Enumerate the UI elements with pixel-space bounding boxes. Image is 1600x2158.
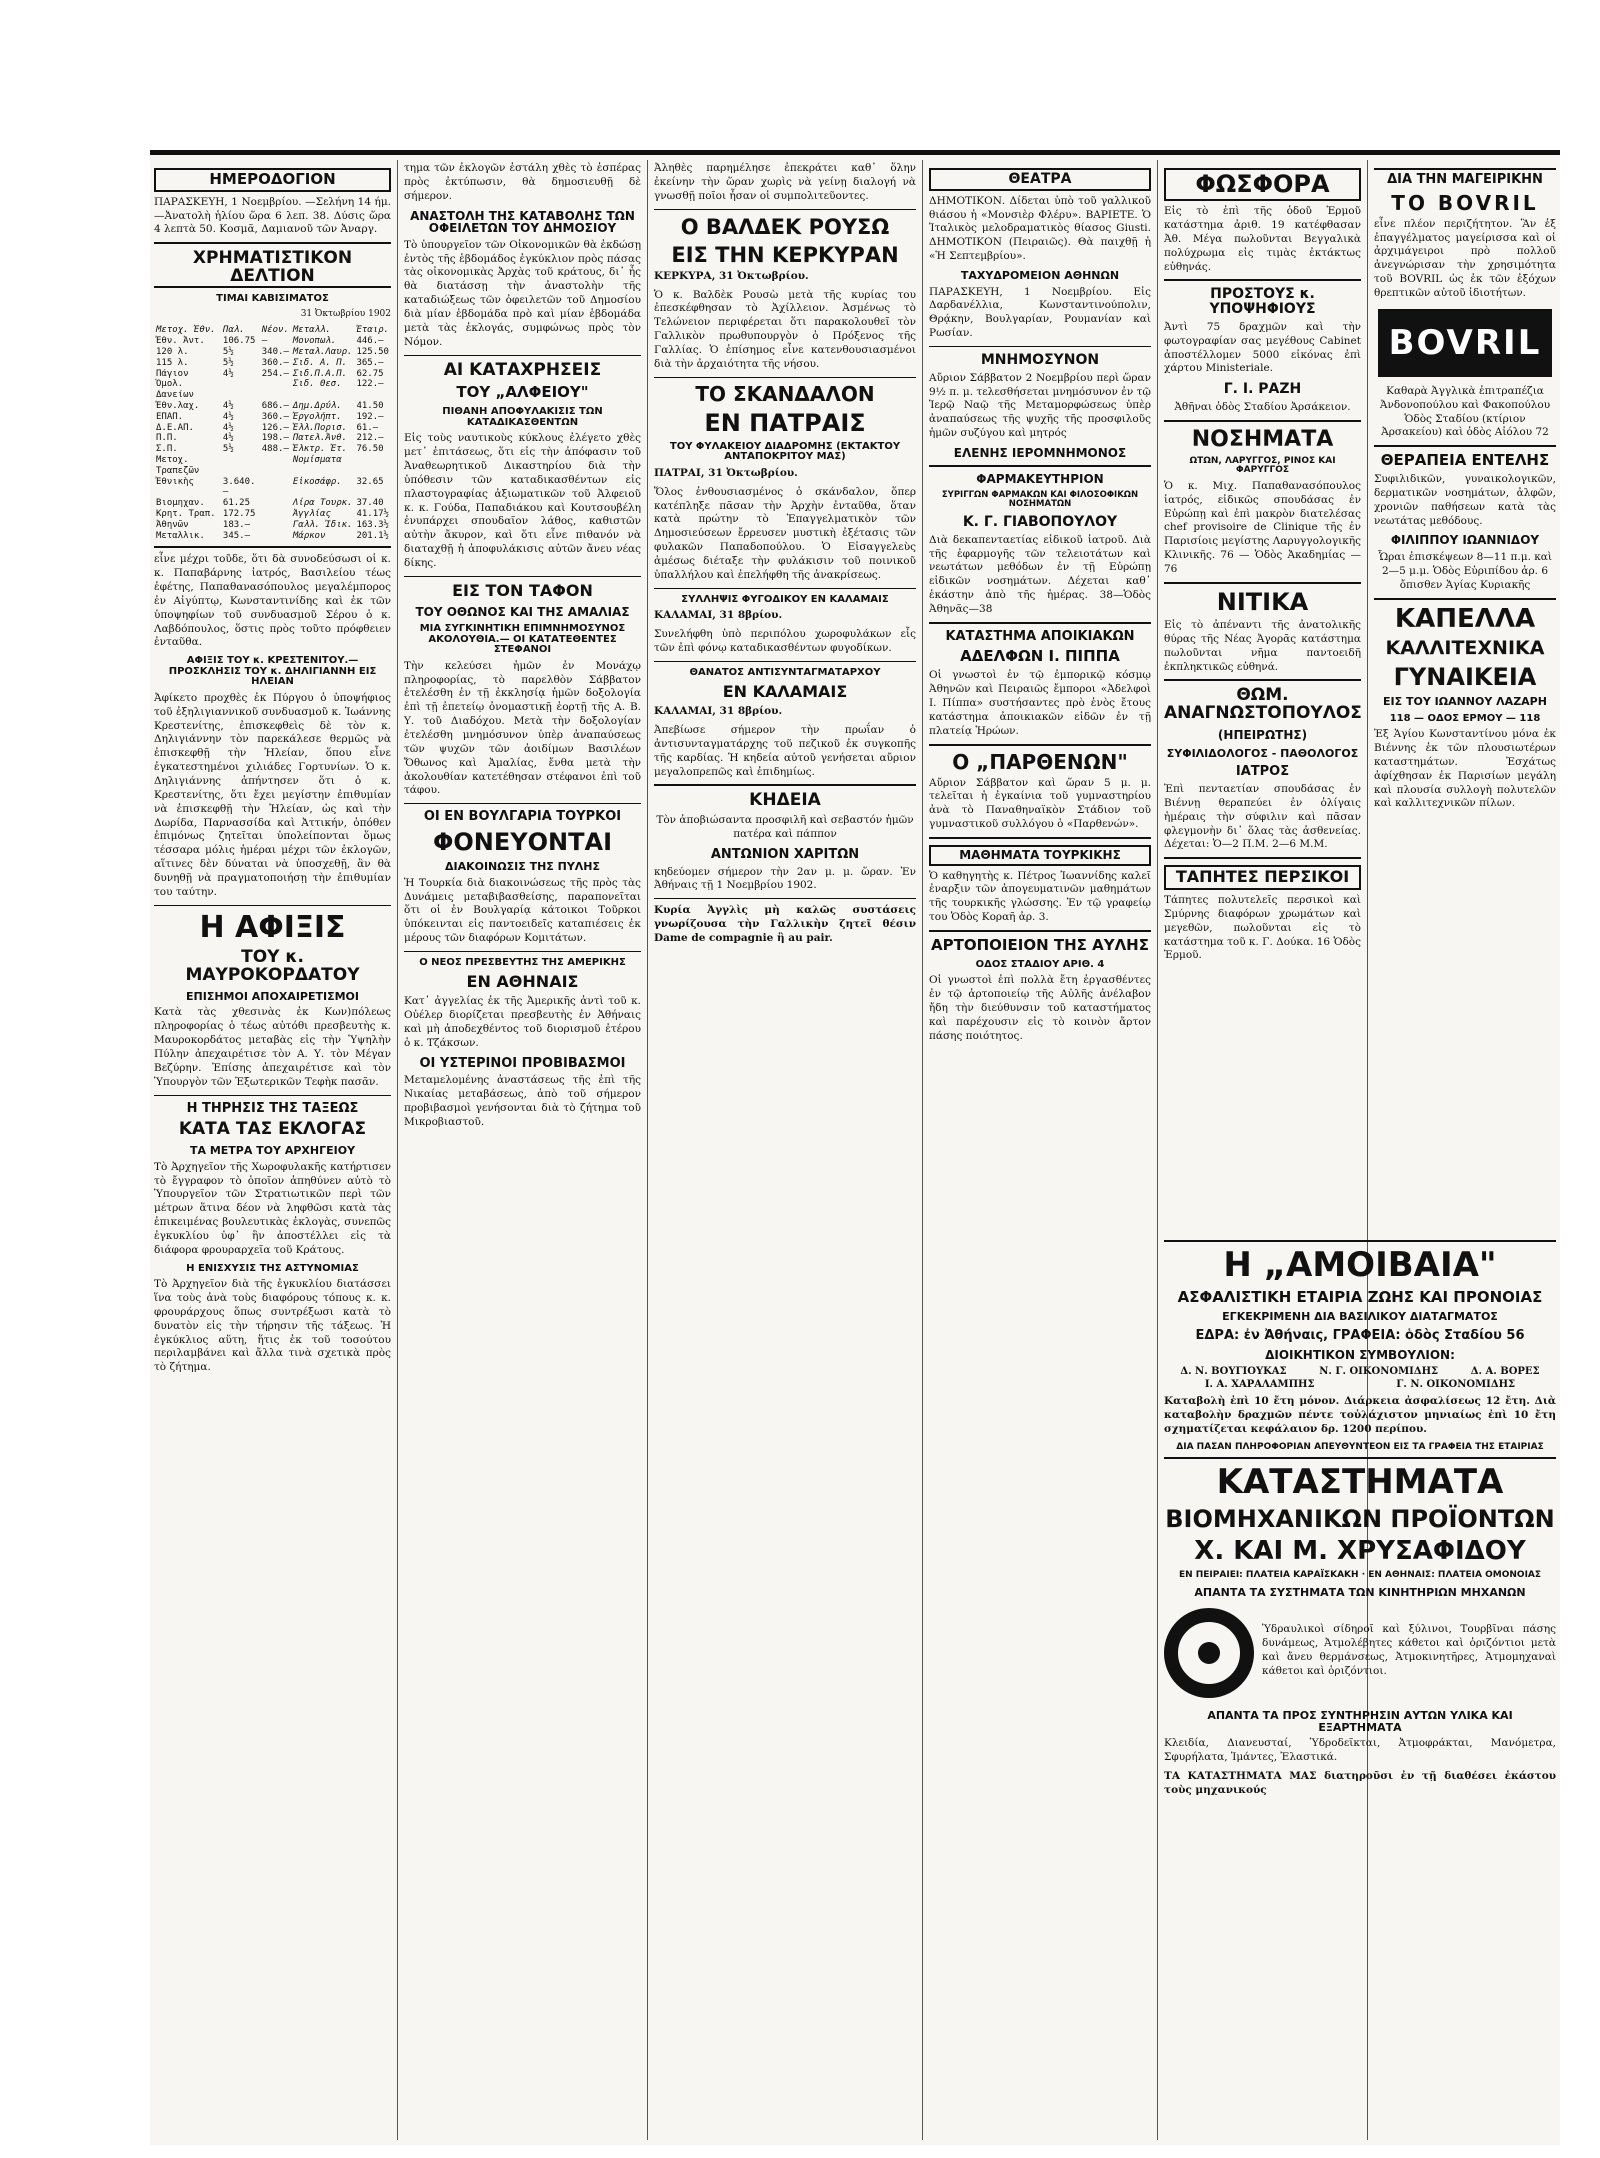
article-heading: ΟΙ ΕΝ ΒΟΥΛΓΑΡΙΑ ΤΟΥΡΚΟΙ [423, 809, 622, 825]
market-cell: Λίρα Τουρκ. [292, 498, 353, 509]
bovril-logo: BOVRIL [1378, 309, 1552, 377]
ad-heading: ΤΟ BOVRIL [1391, 190, 1539, 215]
ad-heading: ΦΑΡΜΑΚΕΥΤΗΡΙΟΝ [976, 471, 1104, 486]
market-cell: Ἐθν. Ἀντ. [156, 336, 205, 347]
market-cell: 254.— [261, 368, 289, 379]
market-cell: Ἀγγλίας [292, 508, 331, 519]
article-heading: ΣΥΛΛΗΨΙΣ ΦΥΓΟΔΙΚΟΥ ΕΝ ΚΑΛΑΜΑΙΣ [681, 593, 889, 605]
ad-text: Καθαρὰ Ἀγγλικὰ ἐπιτραπέζια Ἀνδονοπούλου καὶ Φακοπούλου Ὁδὸς Σταδίου (κτίριον Ἀρσακείου) καὶ ὁδὸς Αἰόλου 72 [1379, 384, 1551, 439]
article-text: Τὸ Ἀρχηγεῖον διὰ τῆς ἐγκυκλίου διατάσσει ἵνα τοὺς ἀνὰ τοὺς διαφόρους τόπους κ. κ. φρουράρχους ὅπως συντρέξωσι κατὰ τὸ δυνατὸν εἰς τὴν τήρησιν τῆς τάξεως. Ἡ ἐγκύκλιος αὕτη, ἥτις ἐκ τοῦ τοσούτου περιλαμβάνει καὶ ἄλλα τινὰ σχετικὰ πρὸς τὸ ζήτημα. [154, 1278, 391, 1374]
article-text: Κατ᾽ ἀγγελίας ἐκ τῆς Ἀμερικῆς ἀντὶ τοῦ κ. Οὐέλερ διορίζεται πρεσβευτὴς ἐν Ἀθήναις καὶ μὴ ἀποδεχθέντος τοῦ διορισμοῦ ἐτέρου ὁ κ. Τζάκσων. [404, 995, 641, 1049]
article-text: Τὸ Ἀρχηγεῖον τῆς Χωροφυλακῆς κατήρτισεν τὸ ἔγγραφον τὸ ὁποῖον ἀπηθύνεν αὐτὸ τὸ Ὑπουργεῖον τῶν Στρατιωτικῶν περὶ τῶν μέτρων ἅτινα δέον νὰ ληφθῶσι κατὰ τὰς ἐπικειμένας βουλευτικὰς ἐκλογὰς, συνεπῶς ἐγκυκλίου ὑφ᾽ ἣν ἀποστέλλει εἰς τὰ διάφορα φρουραρχεῖα τοῦ Κράτους. [154, 1160, 391, 1256]
article-subheading: ΕΠΙΣΗΜΟΙ ΑΠΟΧΑΙΡΕΤΙΣΜΟΙ [186, 989, 359, 1003]
ad-heading: ΓΥΝΑΙΚΕΙΑ [1393, 662, 1537, 691]
notice-text: Τὸν ἀποβιώσαντα προσφιλῆ καὶ σεβαστόν ἡμῶν πατέρα καὶ πάππον [656, 814, 914, 841]
market-cell: Σιδ.Π.Α.Π. [292, 368, 348, 379]
market-cell: Μεταλ.Λαυρ. [292, 346, 353, 357]
article-heading: Η ΤΗΡΗΣΙΣ ΤΗΣ ΤΑΞΕΩΣ [186, 1100, 359, 1116]
market-cell: ΕΠΑΠ. [156, 411, 184, 422]
market-cell: Ὁμολ. Δανείων [156, 379, 194, 401]
article-text: εἶνε μέχρι τοῦδε, ὅτι δὰ συνοδεύσωσι οἱ κ. κ. Παπαβάρνης ἰατρός, Βασιλείου τέως ἐφέτης, Παπαθανασόπουλος μεγαλέμπορος ἐν Αἰγύπτῳ, Κωνσταντινίδης καὶ ἐκ τῶν ὑποψηφίων τοῦ συνδυασμοῦ Σέρου ὁ κ. Λαβδόπουλος, ὅστις πρὸς τοῦτο πρόφθειεν ἐνταῦθα. [154, 553, 391, 649]
market-cell: 488.— [261, 444, 289, 455]
ad-name: Γ. Ι. ΡΑΖΗ [1223, 381, 1302, 398]
market-cell: 360.— [261, 411, 289, 422]
market-cell: 76.50 [356, 444, 384, 455]
market-cell [354, 455, 391, 477]
ad-text: ΤΑ ΚΑΤΑΣΤΗΜΑΤΑ ΜΑΣ διατηροῦσι ἐν τῇ διαθέσει ἑκάστου τοὺς μηχανικούς [1164, 1770, 1556, 1797]
calendar-text: ΠΑΡΑΣΚΕΥΗ, 1 Νοεμβρίου. —Σελήνη 14 ήμ.—Ἀνατολὴ ἡλίου ὥρα 6 λεπ. 38. Δύσις ὥρα 4 λεπτὰ 50. Κοσμᾶ, Δαμιανοῦ τῶν Ἀναργ. [154, 195, 391, 236]
ad-heading: ΕΔΡΑ: ἐν Ἀθήναις, ΓΡΑΦΕΙΑ: ὁδὸς Σταδίου 56 [1195, 1327, 1525, 1343]
market-cell: 4½ [222, 368, 234, 379]
market-cell: 446.— [356, 336, 384, 347]
article-heading: ΑΝΑΣΤΟΛΗ ΤΗΣ ΚΑΤΑΒΟΛΗΣ ΤΩΝ ΟΦΕΙΛΕΤΩΝ ΤΟΥ ΔΗΜΟΣΙΟΥ [410, 208, 635, 236]
article-heading: ΕΙΣ ΤΗΝ ΚΕΡΚΥΡΑΝ [671, 242, 899, 267]
article-subheading: ΤΑ ΜΕΤΡΑ ΤΟΥ ΑΡΧΗΓΕΙΟΥ [189, 1144, 356, 1158]
market-row [154, 531, 391, 542]
ad-heading: ΚΑΤΑΣΤΗΜΑ ΑΠΟΙΚΙΑΚΩΝ [945, 628, 1135, 644]
board-member: Ι. Α. ΧΑΡΑΛΑΜΠΗΣ [1204, 1379, 1315, 1391]
market-cell: 345.— [222, 530, 250, 541]
newspaper-page [150, 150, 1560, 2145]
market-cell: 106.75 [222, 336, 256, 347]
article-heading: ΤΟΥ ΟΘΩΝΟΣ ΚΑΙ ΤΗΣ ΑΜΑΛΙΑΣ [415, 604, 630, 619]
ad-heading: ΝΟΣΗΜΑΤΑ [1191, 426, 1334, 452]
market-cell [260, 498, 291, 509]
dateline: ΚΑΛΑΜΑΙ, 31 8βρίου. [654, 609, 783, 622]
ad-text: Ἀντὶ 75 δραχμῶν καὶ τὴν φωτογραφίαν σας μεγέθους Cabinet ἀποστέλλομεν 5000 εἰκόνας ἐπὶ χάρτου Ministeriale. [1164, 320, 1361, 375]
market-row [154, 412, 391, 423]
ad-heading: Η „ΑΜΟΙΒΑΙΑ" [1223, 1245, 1497, 1285]
notice-heading: ΚΗΔΕΙΑ [749, 790, 821, 811]
ad-heading: ΑΡΤΟΠΟΙΕΙΟΝ ΤΗΣ ΑΥΛΗΣ [931, 935, 1149, 954]
column-rule [397, 160, 398, 2140]
ad-text: Κλειδία, Διανευσταί, Ὑδροδεῖκται, Ἀτμοφράκται, Μανόμετρα, Σφυρήλατα, Ἱμάντες, Ἐλαστικά. [1164, 1737, 1556, 1764]
market-cell: Μεταλλ. [292, 325, 331, 336]
market-date: 31 Ὀκτωβρίου 1902 [300, 308, 391, 319]
market-cell: Ἐργολήπτ. [292, 411, 342, 422]
ad-heading: ΚΑΤΑΣΤΗΜΑΤΑ [1216, 1462, 1504, 1503]
market-row [154, 444, 391, 455]
market-cell: 122.— [356, 379, 384, 390]
market-cell: 4½ [222, 433, 234, 444]
ad-address: Ὧραι ἐπισκέψεων 8—11 π.μ. καὶ 2—5 μ.μ. Ὁδὸς Εὐριπίδου ἀρ. 6 ὄπισθεν Ἁγίας Κυριακῆς [1377, 551, 1553, 591]
ad-heading: ΘΩΜ. ΑΝΑΓΝΩΣΤΟΠΟΥΛΟΣ [1164, 685, 1362, 724]
ad-text: Ὑδραυλικοὶ σίδηροῖ καὶ ξύλινοι, Τουρβῖναι πάσης δυνάμεως, Ἀτμολέβητες κάθετοι καὶ ὁριζόντιοι μετὰ καὶ ἄνευ θερμάνσεως, Ἀτμοκινητῆρες, Ἀτμομηχαναὶ κάθετοι καὶ ὁριζόντιοι. [1262, 1623, 1556, 1677]
market-cell: Παλ. [222, 325, 245, 336]
ad-text: Εἰς τὸ ἐπὶ τῆς ὁδοῦ Ἑρμοῦ κατάστημα ἀριθ. 19 κατέφθασαν Ἀθ. Μέγα πωλοῦνται Βεγγαλικὰ πολύχρωμα εἰς τιμὰς ἐκτάκτως εὐθηνάς. [1164, 205, 1361, 273]
board-member: Δ. Ν. ΒΟΥΓΙΟΥΚΑΣ [1180, 1366, 1287, 1378]
column-1 [150, 162, 395, 2137]
ad-heading: ΕΝ ΠΕΙΡΑΙΕΙ: ΠΛΑΤΕΙΑ ΚΑΡΑΪΣΚΑΚΗ · ΕΝ ΑΘΗΝΑΙΣ: ΠΛΑΤΕΙΑ ΟΜΟΝΟΙΑΣ [1178, 1570, 1542, 1581]
market-cell: Ἑλκτρ. Ἐτ. [292, 444, 348, 455]
market-cell [221, 455, 260, 477]
dateline: ΚΑΛΑΜΑΙ, 31 8βρίου. [654, 705, 783, 718]
market-subtitle: ΤΙΜΑΙ ΚΑΒΙΣΙΜΑΤΟΣ [216, 293, 329, 305]
ad-heading: ΟΔΟΣ ΣΤΑΔΙΟΥ ΑΡΙΘ. 4 [975, 958, 1105, 970]
article-heading: Η ΑΦΙΞΙΣ [199, 909, 346, 945]
market-cell: 61.— [356, 422, 379, 433]
market-cell: 4½ [222, 400, 234, 411]
market-row [154, 433, 391, 444]
ad-heading: ΕΓΚΕΚΡΙΜΕΝΗ ΔΙΑ ΒΑΣΙΛΙΚΟΥ ΔΙΑΤΑΓΜΑΤΟΣ [1222, 1310, 1498, 1324]
article-heading: ΤΟ ΣΚΑΝΔΑΛΟΝ [695, 381, 875, 406]
market-cell: Μονοπωλ. [292, 336, 337, 347]
column-rule [647, 160, 648, 2140]
market-cell: 3.640.— [222, 476, 256, 498]
article-heading: ΚΑΤΑ ΤΑΣ ΕΚΛΟΓΑΣ [178, 1119, 367, 1140]
article-heading: ΦΟΝΕΥΟΝΤΑΙ [432, 827, 613, 856]
market-cell: 41.50 [356, 400, 384, 411]
market-row [154, 423, 391, 434]
market-cell: 41.17½ [356, 508, 389, 519]
ad-heading: 118 — ΟΔΟΣ ΕΡΜΟΥ — 118 [1389, 712, 1541, 724]
market-cell: Νέον. [261, 325, 289, 336]
market-cell: 125.50 [356, 346, 389, 357]
ad-heading: ΔΙΟΙΚΗΤΙΚΟΝ ΣΥΜΒΟΥΛΙΟΝ: [1265, 1347, 1455, 1362]
ad-text: εἶνε πλέον περιζήτητον. Ἂν ἐξ ἐπαγγέλματος μαγείρισσα καὶ οἱ ἀρχιμάγειροι πρὸ πολλοῦ ἀνεγνώρισαν τὴν χρησιμότητα τοῦ BOVRIL ὡς ἐκ τῶν ἐξόχων θρεπτικῶν αὐτοῦ ἰδιοτήτων. [1374, 217, 1556, 299]
market-cell: Πάγιον [156, 368, 189, 379]
article-text: τημα τῶν ἐκλογῶν ἐστάλη χθὲς τὸ ἑσπέρας πρὸς ἐκτύπωσιν, θὰ δημοσιευθῇ δὲ σήμερον. [404, 162, 641, 202]
market-cell: Μάρκον [292, 530, 326, 541]
column-3 [650, 162, 920, 2137]
ad-heading: ΑΠΑΝΤΑ ΤΑ ΠΡΟΣ ΣΥΝΤΗΡΗΣΙΝ ΑΥΤΩΝ ΥΛΙΚΑ ΚΑΙ ΕΞΑΡΤΗΜΑΤΑ [1207, 1709, 1513, 1734]
market-cell: 115 λ. [156, 357, 189, 368]
market-row [154, 358, 391, 369]
market-cell: Δημ.Δρύλ. [292, 400, 342, 411]
market-cell: Ἐταιρ. [356, 325, 389, 336]
article-text: Τὴν κελεύσει ἡμῶν ἐν Μονάχῳ πληροφορίας, τὸ παρελθὸν Σάββατον ἐτελέσθη ἐν τῇ ἐκκλησίᾳ ἡμῶν δοξολογία ἐπὶ τῇ ἐπετείῳ ὀνομαστικῇ ἑορτῇ τῆς Α. Β. Υ. τοῦ Διαδόχου. Μετὰ τὴν δοξολογίαν ἐτελέσθη μνημόσυνον ὑπὲρ ἀναπαύσεως τῶν ψυχῶν τῶν ἀοιδίμων Βασιλέων Ὄθωνος καὶ Ἀμαλίας, ἔνθα μετὰ τὴν ἀκολουθίαν κατετέθησαν στέφανοι ἐπὶ τοῦ τάφου. [404, 659, 641, 797]
article-text: Ὁ κ. Βαλδὲκ Ρουσὼ μετὰ τῆς κυρίας του ἐπεσκέφθησαν τὸ Ἀχίλλειον. Ἀσμένως τὸ Τελώνειον περιφέρεται ὅτι παρακολουθεῖ τὸν Γαλλικὸν πρωθυπουργὸν ὁ Πρόξενος τῆς Γαλλίας. Ὁ ἐπίσημος εἶνε κατενθουσιασμένοι διὰ τὴν ἀρχαιότητα τῆς νήσου. [654, 288, 916, 370]
wide-ads [1160, 1235, 1560, 2135]
ad-heading: ΑΠΑΝΤΑ ΤΑ ΣΥΣΤΗΜΑΤΑ ΤΩΝ ΚΙΝΗΤΗΡΙΩΝ ΜΗΧΑΝΩΝ [1194, 1585, 1526, 1599]
market-cell: Σιδ. Θεσ. [292, 379, 342, 390]
ad-text: Τάπητες πολυτελεῖς περσικοὶ καὶ Σμύρνης διαφόρων χρωμάτων καὶ μεγεθῶν, πωλοῦνται εἰς τὸ κατάστημα τοῦ κ. Γ. Δούκα. 16 Ὁδὸς Ἑρμοῦ. [1164, 894, 1361, 962]
ad-heading: ΝΙΤΙΚΑ [1216, 587, 1309, 616]
article-heading: ΤΟΥ „ΑΛΦΕΙΟΥ" [456, 383, 589, 402]
market-cell [260, 509, 291, 520]
ad-heading: ΜΑΘΗΜΑΤΑ ΤΟΥΡΚΙΚΗΣ [929, 845, 1151, 866]
article-text: Εἰς τοὺς ναυτικοὺς κύκλους ἐλέγετο χθὲς μετ᾽ ἐπιτάσεως, ὅτι εἰς τὴν ἀπόφασιν τοῦ Ἀναθεωρητικοῦ Δικαστηρίου διὰ τὴν ὑπόθεσιν τῶν καταδικασθέντων εἰς πλαστογραφίας ἀξιωματικῶν τοῦ Ἀλφειοῦ κ. κ. Γούδα, Παπαδιάκου καὶ Κουτσουβέλη ἐνυπάρχει σπουδαῖον λάθος, καθιστῶν αὐτὴν ἄκυρον, καὶ ὅτι εἶνε πιθανόν νὰ διαταχθῇ ἡ ἀποφυλάκισις αὐτῶν ἄνευ νέας δίκης. [404, 432, 641, 569]
dateline: ΚΕΡΚΥΡΑ, 31 Ὀκτωβρίου. [654, 269, 809, 282]
ad-text: Καταβολὴ ἐπὶ 10 ἔτη μόνον. Διάρκεια ἀσφαλίσεως 12 ἔτη. Διὰ καταβολὴν δραχμῶν πέντε τοὐλάχιστον μηνιαίως ἐπὶ 10 ἔτη σχηματίζεται κεφάλαιον δρ. 1200 περίπου. [1164, 1395, 1556, 1435]
market-cell: Γαλλ. Ἰδικ. [292, 519, 353, 530]
market-cell [260, 477, 291, 499]
article-heading: ΕΝ ΑΘΗΝΑΙΣ [466, 972, 579, 992]
ad-heading: ΣΥΦΙΛΙΔΟΛΟΓΟΣ - ΠΑΘΟΛΟΓΟΣ [1166, 746, 1359, 760]
ad-text: Ὁ καθηγητὴς κ. Πέτρος Ἰωαννίδης καλεῖ ἐναρξιν τῶν ἀπογευματινῶν μαθημάτων τῆς τουρκικῆς γλώσσης. Ἐν τῷ γραφείῳ του Ὁδὸς Κοραῆ ἀρ. 3. [929, 869, 1151, 924]
market-row [154, 509, 391, 520]
article-subheading: Η ΕΝΙΣΧΥΣΙΣ ΤΗΣ ΑΣΤΥΝΟΜΙΑΣ [186, 1262, 359, 1274]
market-cell: 120 λ. [156, 346, 189, 357]
ad-heading: ΙΑΤΡΟΣ [1235, 764, 1290, 780]
ad-heading: ΕΙΣ ΤΟΥ ΙΩΑΝΝΟΥ ΛΑΖΑΡΗ [1383, 695, 1547, 709]
notice-name: ΕΛΕΝΗΣ ΙΕΡΟΜΝΗΜΟΝΟΣ [953, 445, 1127, 460]
ad-text: Ἐπὶ πενταετίαν σπουδάσας ἐν Βιέννῃ θεραπεύει ἐν ὀλίγαις ἡμέραις τὴν σύφιλιν καὶ πᾶσαν φλεγμονὴν δι᾽ ὅλας τὰς ἀσθενείας. Δέχεται: Ὁ—2 Π.Μ. 2—6 Μ.Μ. [1164, 782, 1361, 851]
article-heading: Ο ΝΕΟΣ ΠΡΕΣΒΕΥΤΗΣ ΤΗΣ ΑΜΕΡΙΚΗΣ [419, 956, 626, 968]
market-cell: 686.— [261, 400, 289, 411]
market-cell: 212.— [356, 433, 384, 444]
market-row [154, 369, 391, 380]
market-cell: Μετοχ. Τραπεζῶν [156, 454, 200, 476]
market-cell: 163.3½ [356, 519, 389, 530]
market-cell: 198.— [261, 433, 289, 444]
market-row [154, 336, 391, 347]
ad-heading: ΒΙΟΜΗΧΑΝΙΚΩΝ ΠΡΟΪΟΝΤΩΝ [1165, 1504, 1555, 1533]
article-heading: Ο ΒΑΛΔΕΚ ΡΟΥΣΩ [680, 214, 890, 239]
article-subheading: ΔΙΑΚΟΙΝΩΣΙΣ ΤΗΣ ΠΥΛΗΣ [444, 860, 601, 874]
market-cell: Ἐθνικὴς [156, 476, 194, 487]
article-heading: ΟΙ ΥΣΤΕΡΙΝΟΙ ΠΡΟΒΙΒΑΣΜΟΙ [419, 1055, 626, 1071]
market-cell: Ἀθηνῶν [156, 519, 189, 530]
market-cell: 360.— [261, 357, 289, 368]
market-cell: Πατελ.Ἀνθ. [292, 433, 348, 444]
article-text: Ἀφίκετο προχθὲς ἐκ Πύργου ὁ ὑποψήφιος τοῦ ἐξηλιγιαννικοῦ συνδυασμοῦ κ. Ἰωάννης Κρεστενίτης, ἐπισκεφθεὶς δὲ τὸν κ. Δηλιγιάννην τὸν παρεκάλεσε θερμῶς νὰ ἐπισκεφθῇ τὴν Ἠλείαν, ὅπου εἶνε ἐγκατεστημένοι χιλιάδες Γορτυνίων. Ὁ κ. Δηλιγιάννης ἀπήντησεν ὅτι ὁ κ. Κρεστενίτης, ὅτι ἔχει μεγίστην ἐπιθυμίαν νὰ ἐπισκεφθῇ τὴν Ἠλείαν, ὡς καὶ τὴν Δωρίδα, Παρνασσίδα καὶ Ἀττικήν, ὁπόθεν ἐπιμόνως ζητεῖται ὑπολείπονται ὅμως τέσσαρα μόλις ἡμέραι μέχρι τῶν ἐκλογῶν, αἵτινες δὲν δύναται νὰ ὑποσχεθῇ, ἂν θὰ δυνηθῇ νὰ πραγματοποιήσῃ τὴν ἐπιθυμίαν του ταύτην. [154, 691, 391, 898]
ad-text: Ἐξ Ἁγίου Κωνσταντίνου μόνα ἐκ Βιέννης ἐκ τῶν πλουσιωτέρων καταστημάτων. Ἐσχάτως ἀφίχθησαν ἐκ Παρισίων μεγάλη καὶ πλουσία συλλογὴ πολυτελῶν καὶ καλλιτεχνικῶν πίλων. [1374, 728, 1556, 810]
ad-text: Συφιλιδικῶν, γυναικολογικῶν, δερματικῶν νοσημάτων, ἀλφῶν, χρονιῶν παθήσεων κατὰ τὰς νεωτάτας μεθόδους. [1374, 472, 1556, 527]
article-heading: ΕΙΣ ΤΟΝ ΤΑΦΟΝ [452, 580, 593, 600]
market-title: ΧΡΗΜΑΤΙΣΤΙΚΟΝ ΔΕΛΤΙΟΝ [154, 250, 391, 288]
ad-text: Οἱ γνωστοὶ ἐν τῷ ἐμπορικῷ κόσμῳ Ἀθηνῶν καὶ Πειραιῶς ἔμποροι «Ἀδελφοὶ Ι. Πίππα» συστήσαντες πρὸ ἑνὸς ἔτους κατάστημα ἀποικιακῶν εἰδῶν ἐν τῇ πλατείᾳ Ἡρώων. [929, 669, 1151, 737]
market-cell: 183.— [222, 519, 250, 530]
article-text: Ἀληθὲς παρημέλησε ἐπεκράτει καθ᾽ ὅλην ἐκείνην τὴν ὥραν χωρὶς νὰ γείνῃ διαλογή νὰ γνωσθῇ ποῖοι ἦσαν οἱ συμπολιτεῦοντες. [654, 162, 916, 202]
market-row [154, 477, 391, 499]
ad-text: Διὰ δεκαπενταετίας εἰδικοῦ ἰατροῦ. Διὰ τῆς ἐφαρμογῆς τῶν τελειοτάτων καὶ νεωτάτων μεθόδων ἐν τῇ Εὐρώπῃ εἰδικῶν νοσημάτων. Δέχεται καθ᾽ ἑκάστην ἀπὸ τῆς ἡμέρας. 38—Ὁδὸς Ἀθηνᾶς—38 [929, 533, 1151, 615]
market-cell: Σιδ. Α. Π. [292, 357, 348, 368]
market-row [154, 455, 391, 477]
market-cell: 172.75 [222, 508, 256, 519]
ad-heading: Κ. Γ. ΓΙΑΒΟΠΟΥΛΟΥ [962, 513, 1118, 530]
ad-text: Ὁ κ. Μιχ. Παπαθανασόπουλος ἰατρός, εἰδικῶς σπουδάσας ἐν Εὐρώπῃ καὶ ἐπὶ μακρὸν διατελέσας chef provisoire de Clinique τῆς ἐν Παρισίοις μεγίστης Λαρυγγολογικῆς Κλινικῆς. 76 — Ὁδὸς Ἀκαδημίας — 76 [1164, 479, 1361, 575]
column-4 [925, 162, 1155, 2137]
ad-heading: ΚΑΛΛΙΤΕΧΝΙΚΑ [1385, 636, 1545, 659]
market-row [154, 498, 391, 509]
ad-heading: Χ. ΚΑΙ Μ. ΧΡΥΣΑΦΙΔΟΥ [1194, 1536, 1526, 1567]
market-cell: 5½ [222, 346, 234, 357]
market-cell: 37.40 [356, 498, 384, 509]
article-text: ΠΑΡΑΣΚΕΥΗ, 1 Νοεμβρίου. Εἰς Δαρδανέλλια, Κωνσταντινούπολιν, Θρᾴκην, Βουλγαρίαν, Ρουμανίαν καὶ Ρωσίαν. [929, 285, 1151, 340]
article-heading: ΘΑΝΑΤΟΣ ΑΝΤΙΣΥΝΤΑΓΜΑΤΑΡΧΟΥ [689, 666, 881, 678]
notice-heading: ΜΝΗΜΟΣΥΝΟΝ [980, 351, 1100, 368]
machine-illustration [1164, 1608, 1254, 1698]
market-cell: Δ.Ε.ΑΠ. [156, 422, 194, 433]
board-member: Γ. Ν. ΟΙΚΟΝΟΜΙΔΗΣ [1396, 1379, 1516, 1391]
market-cell [221, 379, 260, 401]
market-cell: Κρητ. Τραπ. [156, 508, 216, 519]
column-2 [400, 162, 645, 2137]
article-heading: ΕΝ ΠΑΤΡΑΙΣ [704, 408, 866, 437]
calendar-title: ΗΜΕΡΟΔΟΓΙΟΝ [154, 168, 391, 192]
ad-heading: ΣΥΡΙΓΓΩΝ ΦΑΡΜΑΚΩΝ ΚΑΙ ΦΙΛΟΣΟΦΙΚΩΝ ΝΟΣΗΜΑΤΩΝ [941, 490, 1139, 510]
article-text: Μεταμελομένης ἀναστάσεως τῆς ἐπὶ τῆς Νικαίας μεταβάσεως, ἀπὸ τοῦ σήμερον προβιβασμοὶ γενήσονται διὰ τὸ ζήτημα τοῦ Μικροβιαστοῦ. [404, 1074, 641, 1128]
section-heading: ΤΑΧΥΔΡΟΜΕΙΟΝ ΑΘΗΝΩΝ [960, 268, 1120, 282]
article-subheading: ΠΙΘΑΝΗ ΑΠΟΦΥΛΑΚΙΣΙΣ ΤΩΝ ΚΑΤΑΔΙΚΑΣΘΕΝΤΩΝ [442, 406, 603, 428]
market-row [154, 401, 391, 412]
ad-heading: ΦΩΣΦΟΡΑ [1164, 168, 1361, 201]
dateline: ΠΑΤΡΑΙ, 31 Ὀκτωβρίου. [654, 466, 798, 479]
column-rule [922, 160, 923, 2140]
article-heading: ΤΟΥ κ. ΜΑΥΡΟΚΟΡΔΑΤΟΥ [185, 947, 360, 986]
ad-name: ΦΙΛΙΠΠΟΥ ΙΩΑΝΝΙΔΟΥ [1390, 533, 1540, 548]
market-cell: 4½ [222, 422, 234, 433]
board-member: Δ. Α. ΒΟΡΕΣ [1470, 1366, 1540, 1378]
market-cell: — [261, 336, 268, 347]
market-cell: 32.65 [356, 476, 384, 487]
notice-name: ΑΝΤΩΝΙΟΝ ΧΑΡΙΤΩΝ [710, 846, 860, 862]
market-cell: Ἑλλ.Πορισ. [292, 422, 348, 433]
column-rule [1157, 160, 1158, 2140]
market-row [154, 325, 391, 336]
market-cell: Π.Π. [156, 433, 178, 444]
article-text: ΔΗΜΟΤΙΚΟΝ. Δίδεται ὑπὸ τοῦ γαλλικοῦ θιάσου ἡ «Μονσιὲρ Φλέρυ». ΒΑΡΙΕΤΕ. Ὁ Ἰταλικὸς μελοδραματικὸς θίασος Giusti. ΔΗΜΟΤΙΚΟΝ (Πειραιῶς). Θὰ παιχθῇ ἡ «Ἡ Σεπτεμβρίου». [929, 194, 1151, 263]
market-cell: 4½ [222, 411, 234, 422]
market-row [154, 347, 391, 358]
article-subheading: ΤΟΥ ΦΥΛΑΚΕΙΟΥ ΔΙΑΔΡΟΜΗΣ (ΕΚΤΑΚΤΟΥ ΑΝΤΑΠΟΚΡΙΤΟΥ ΜΑΣ) [669, 440, 901, 463]
article-heading: ΑΦΙΞΙΣ ΤΟΥ κ. ΚΡΕΣΤΕΝΙΤΟΥ.— ΠΡΟΣΚΛΗΣΙΣ ΤΟΥ κ. ΔΗΛΙΓΙΑΝΝΗ ΕΙΣ ΗΛΕΙΑΝ [168, 655, 377, 688]
market-cell: 5½ [222, 444, 234, 455]
article-text: Κατὰ τὰς χθεσινὰς ἐκ Κων)πόλεως πληροφορίας ὁ τέως αὐτόθι πρεσβευτὴς κ. Μαυροκορδάτος μεταβὰς εἰς τὴν Ὑψηλὴν Πύλην ἀπεχαιρέτισε τὸν Α. Υ. τὸν Μέγαν Βεζύρην. Ἐπίσης ἀπεχαιρέτισε καὶ τὸν Ὑπουργὸν τῶν Ἐξωτερικῶν Τεφὴκ πασᾶν. [154, 1006, 391, 1088]
ad-address: Ἀθῆναι ὁδὸς Σταδίου Ἀρσάκειον. [1174, 400, 1351, 413]
market-cell: Μεταλλικ. [156, 530, 205, 541]
board-list [1164, 1365, 1556, 1391]
notice-text: κηδεύομεν σήμερον τὴν 2αν μ. μ. ὥραν. Ἐν Ἀθήναις τῇ 1 Νοεμβρίου 1902. [654, 865, 916, 892]
ad-heading: ΔΙΑ ΤΗΝ ΜΑΓΕΙΡΙΚΗΝ [1374, 168, 1556, 187]
ad-heading: ΤΑΠΗΤΕΣ ΠΕΡΣΙΚΟΙ [1164, 865, 1361, 890]
article-text: Ὅλος ἐνθουσιασμένος ὁ σκάνδαλον, ὅπερ κατέπληξε πᾶσαν τὴν Ἀρχὴν ἐνταῦθα, ὅταν κατὰ πρώτην τὸ Ἐπαγγελματικὸν τῶν Δημοσιεύσεων ἔρρευσεν μυστικὴ ἐξέτασις τῶν φυλακῶν Παπαδοπούλου. Ὁ Εἰσαγγελεὺς ἀμέσως διέταξε τὴν φυλάκισιν τοῦ ποινικοῦ ὑπαλλήλου καὶ ἐπελήφθη τῆς ἀνακρίσεως. [654, 485, 916, 581]
column-6 [1370, 162, 1560, 1237]
market-row [154, 520, 391, 531]
ad-heading: ΑΣΦΑΛΙΣΤΙΚΗ ΕΤΑΙΡΙΑ ΖΩΗΣ ΚΑΙ ΠΡΟΝΟΙΑΣ [1177, 1287, 1543, 1306]
article-text: Ἡ Τουρκία διὰ διακοινώσεως τῆς πρὸς τὰς Δυνάμεις μεταβιβασθείσης, παραπονεῖται ὅτι οἱ ἐν Βουλγαρίᾳ κάτοικοι Τοῦρκοι ὑπόκεινται εἰς παντοειδεῖς καταπιέσεις ἐκ μέρους τῶν διαφόρων Κομιτάτων. [404, 876, 641, 945]
market-cell [260, 379, 291, 401]
market-cell: 201.1½ [356, 530, 389, 541]
market-cell: Βιομηχαν. [156, 498, 205, 509]
market-row [154, 379, 391, 401]
ad-heading: ΚΑΠΕΛΛΑ [1394, 603, 1536, 634]
market-cell: 365.— [356, 357, 384, 368]
article-subheading: ΜΙΑ ΣΥΓΚΙΝΗΤΙΚΗ ΕΠΙΜΝΗΜΟΣΥΝΟΣ ΑΚΟΛΟΥΘΙΑ.— ΟΙ ΚΑΤΑΤΕΘΕΝΤΕΣ ΣΤΕΦΑΝΟΙ [419, 623, 626, 656]
market-cell: 61.25 [222, 498, 250, 509]
article-text: Συνελήφθη ὑπὸ περιπόλου χωροφυλάκων εἷς τῶν ἐπὶ φόνῳ καταδικασθέντων φυγοδίκων. [654, 628, 916, 654]
market-cell [260, 520, 291, 531]
market-cell: Ἐθν.λαχ. [156, 400, 200, 411]
ad-heading: ΔΙΑ ΠΑΣΑΝ ΠΛΗΡΟΦΟΡΙΑΝ ΑΠΕΥΘΥΝΤΕΟΝ ΕΙΣ ΤΑ ΓΡΑΦΕΙΑ ΤΗΣ ΕΤΑΙΡΙΑΣ [1176, 1441, 1544, 1452]
ad-text: Εἰς τὸ ἀπέναντι τῆς ἀνατολικῆς θύρας τῆς Νέας Ἀγορᾶς κατάστημα πωλοῦνται νῆμα παντοειδῆ ἐκπληκτικῶς εὐθηνά. [1164, 619, 1361, 673]
board-member: Ν. Γ. ΟΙΚΟΝΟΜΙΔΗΣ [1319, 1366, 1439, 1378]
notice-text: Αὔριον Σάββατον 2 Νοεμβρίου περὶ ὥραν 9½ π. μ. τελεσθήσεται μνημόσυνον ἐν τῷ Ἱερῷ Ναῷ τῆς Μεταμορφώσεως ὑπὲρ ἀναπαύσεως τῆς ψυχῆς τῆς προσφιλοῦς ἡμῶν συζύγου καὶ μητρός [929, 371, 1151, 440]
column-5 [1160, 162, 1365, 1237]
ad-heading: ΩΤΩΝ, ΛΑΡΥΓΓΟΣ, ΡΙΝΟΣ ΚΑΙ ΦΑΡΥΓΓΟΣ [1189, 455, 1336, 476]
market-cell: 62.75 [356, 368, 384, 379]
market-cell: 340.— [261, 346, 289, 357]
ad-text: Αὔριον Σάββατον καὶ ὥραν 5 μ. μ. τελεῖται ἡ ἐγκαίνια τοῦ γυμναστηρίου ἀνὰ τὸ Παναθηναϊκὸν Στάδιον τοῦ γυμναστικοῦ συλλόγου ὁ «Παρθενών». [929, 776, 1151, 831]
market-cell [260, 531, 291, 542]
section-heading: ΘΕΑΤΡΑ [929, 168, 1151, 191]
market-cell: Εἰκοσάφρ. [292, 476, 342, 487]
market-table [154, 325, 391, 541]
article-heading: ΑΙ ΚΑΤΑΧΡΗΣΕΙΣ [443, 359, 602, 380]
market-cell: 5½ [222, 357, 234, 368]
ad-text: Οἱ γνωστοὶ ἐπὶ πολλὰ ἔτη ἐργασθέντες ἐν τῷ ἀρτοποιείῳ τῆς Αὐλῆς ἀνέλαβον ἤδη τὴν διεύθυνσιν τοῦ καταστήματος καὶ παρέχουσιν εἰς τὸ κοινὸν ἄρτον πάσης ποιότητος. [929, 974, 1151, 1042]
market-cell: Νομίσματα [292, 454, 342, 465]
market-cell: Μετοχ. Ἐθν. [156, 325, 216, 336]
ad-heading: ΑΔΕΛΦΩΝ Ι. ΠΙΠΠΑ [960, 647, 1120, 666]
classified-text: Κυρία Ἀγγλὶς μὴ καλῶς συστάσεις γνωρίζουσα τὴν Γαλλικὴν ζητεῖ θέσιν Dame de compagnie ἢ au pair. [654, 904, 916, 945]
article-text: Τὸ ὑπουργεῖον τῶν Οἰκονομικῶν θὰ ἐκδώσῃ ἐντὸς τῆς ἑβδομάδος ἐγκύκλιον πρὸς πάσας τὰς οἰκονομικὰς Ἀρχὰς τοῦ κράτους, δι᾽ ἧς θὰ διατάσσῃ τὴν ἀναστολὴν τῆς καταδιώξεως τῶν ὀφειλετῶν τοῦ Δημοσίου διὰ μίαν ἑβδομάδα πρὸ καὶ μίαν ἑβδομάδα μετὰ τὰς ἐκλογάς, συμφώνως πρὸς τὸν Νόμον. [404, 238, 641, 348]
ad-heading: ΠΡΟΣΤΟΥΣ κ. ΥΠΟΨΗΦΙΟΥΣ [1209, 286, 1316, 318]
ad-heading: (ΗΠΕΙΡΩΤΗΣ) [1217, 728, 1308, 743]
market-cell: Σ.Π. [156, 444, 178, 455]
market-cell [260, 455, 291, 477]
article-heading: ΕΝ ΚΑΛΑΜΑΙΣ [722, 682, 848, 702]
market-cell: 192.— [356, 411, 384, 422]
market-cell: 126.— [261, 422, 289, 433]
article-text: Ἀπεβίωσε σήμερον τὴν πρωΐαν ὁ ἀντισυνταγματάρχης τοῦ πεζικοῦ ἐκ συγκοπῆς τῆς καρδίας. Ἡ κηδεία αὐτοῦ γενήσεται αὔριον μεγαλοπρεπῶς καὶ ἐπιδημίως. [654, 723, 916, 778]
top-rule [150, 150, 1560, 155]
ad-heading: ΘΕΡΑΠΕΙΑ ΕΝΤΕΛΗΣ [1380, 451, 1550, 470]
ad-heading: Ο „ΠΑΡΘΕΝΩΝ" [952, 749, 1128, 774]
